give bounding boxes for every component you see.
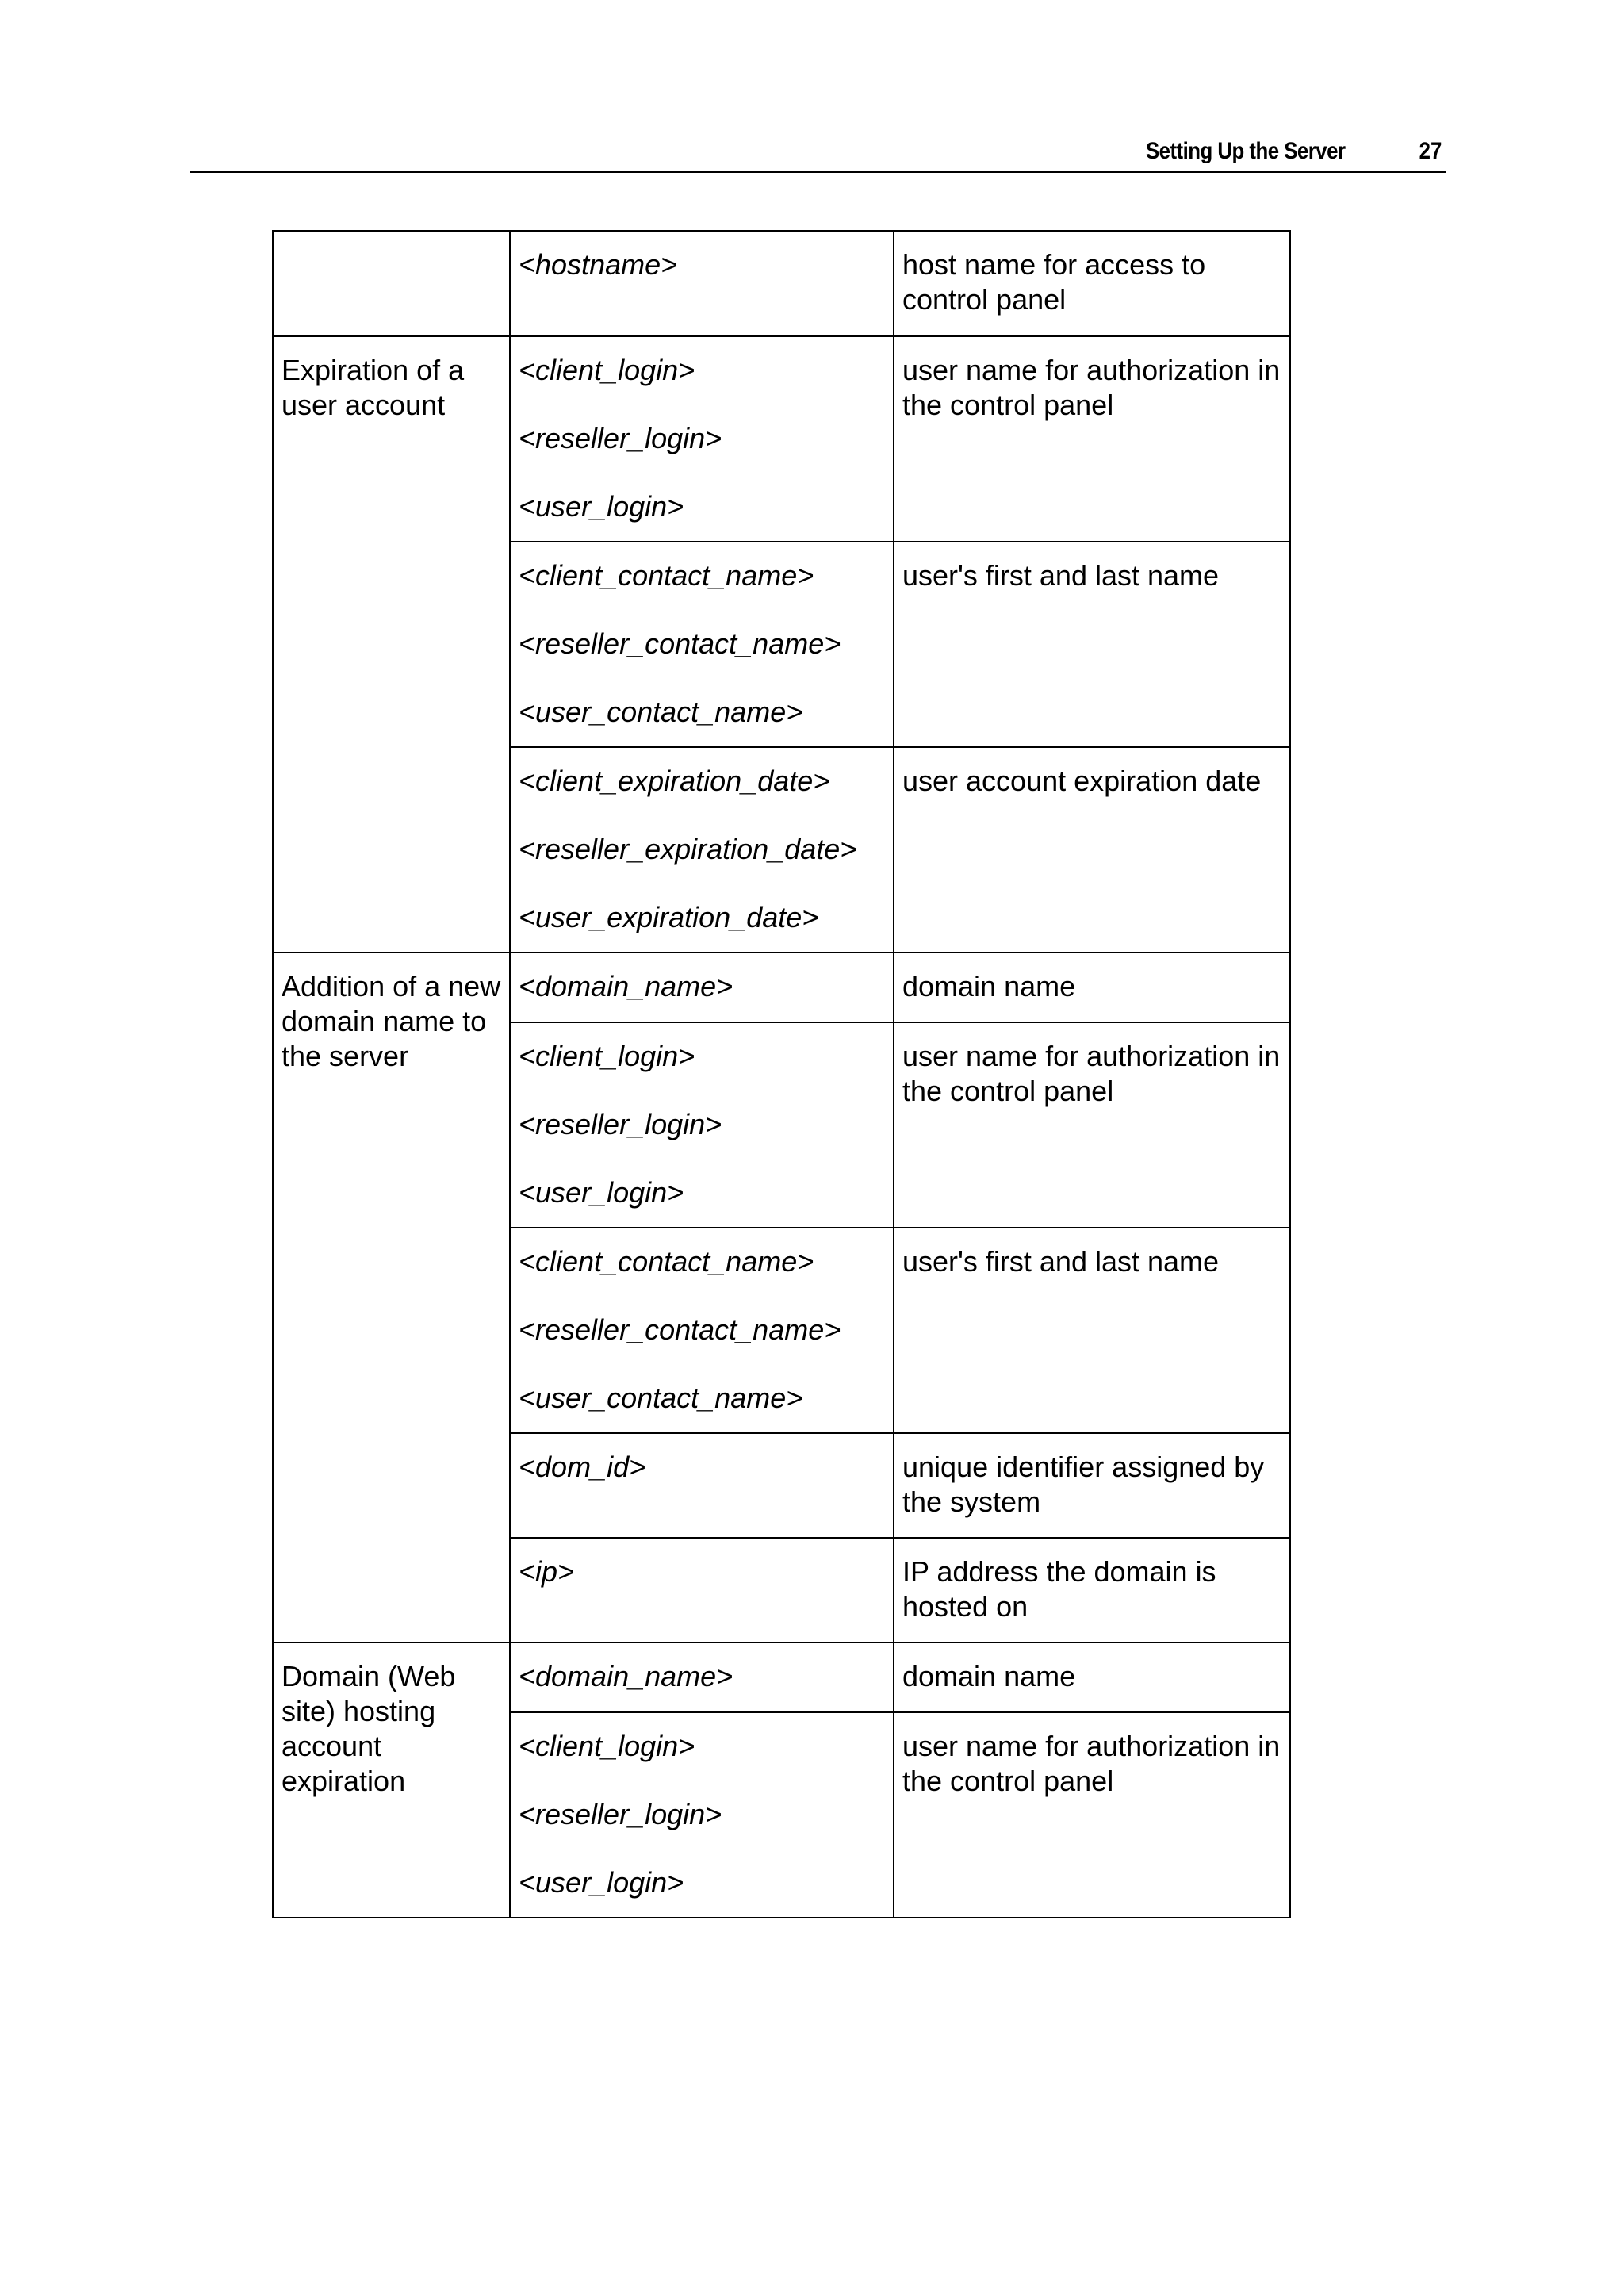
description-cell: user's first and last name [894, 1228, 1290, 1433]
variable-name: <domain_name> [519, 1660, 733, 1692]
variable-cell [510, 336, 894, 542]
event-cell: Domain (Web site) hosting account expiration [273, 1642, 510, 1918]
page-number: 27 [1419, 138, 1442, 164]
variable-cell [510, 1642, 894, 1712]
table-row [273, 336, 1290, 542]
table-row [273, 1642, 1290, 1712]
event-cell: Expiration of a user account [273, 336, 510, 953]
variable-name: <client_contact_name> [519, 559, 814, 592]
variable-name: <client_login> [519, 1730, 695, 1762]
variable-cell [510, 231, 894, 336]
variable-name: <reseller_expiration_date> [519, 833, 857, 865]
variable-cell [510, 953, 894, 1022]
variable-name: <ip> [519, 1555, 575, 1588]
variable-name: <client_expiration_date> [519, 765, 830, 797]
event-cell: Addition of a new domain name to the server [273, 953, 510, 1642]
variable-name: <user_login> [519, 1176, 684, 1209]
page-header [190, 133, 1446, 173]
variable-name: <user_expiration_date> [519, 901, 819, 933]
variable-name: <client_login> [519, 1040, 695, 1072]
header-title: Setting Up the Server [1145, 138, 1345, 164]
description-cell: user account expiration date [894, 747, 1290, 953]
variable-name: <reseller_login> [519, 422, 722, 454]
event-cell [273, 231, 510, 336]
variable-name: <client_contact_name> [519, 1245, 814, 1278]
variable-name: <user_login> [519, 490, 684, 523]
variable-name: <user_contact_name> [519, 696, 803, 728]
description-cell: user's first and last name [894, 542, 1290, 747]
variable-name: <hostname> [519, 248, 678, 281]
variable-name: <client_login> [519, 354, 695, 386]
variables-table [272, 230, 1291, 1918]
variable-name: <reseller_contact_name> [519, 1313, 841, 1346]
description-cell: user name for authorization in the control panel [894, 1022, 1290, 1228]
variable-name: <user_contact_name> [519, 1382, 803, 1414]
description-cell: unique identifier assigned by the system [894, 1433, 1290, 1538]
description-cell: user name for authorization in the control panel [894, 336, 1290, 542]
variable-cell [510, 747, 894, 953]
description-cell: IP address the domain is hosted on [894, 1538, 1290, 1642]
variable-name: <reseller_contact_name> [519, 627, 841, 660]
table-row [273, 953, 1290, 1022]
variable-cell [510, 1022, 894, 1228]
description-cell: host name for access to control panel [894, 231, 1290, 336]
variable-name: <user_login> [519, 1866, 684, 1899]
variable-cell [510, 1712, 894, 1918]
variable-cell [510, 542, 894, 747]
description-cell: domain name [894, 953, 1290, 1022]
variable-name: <dom_id> [519, 1451, 646, 1483]
variable-cell [510, 1228, 894, 1433]
variable-name: <reseller_login> [519, 1108, 722, 1140]
variable-name: <domain_name> [519, 970, 733, 1002]
variable-name: <reseller_login> [519, 1798, 722, 1830]
table-row [273, 231, 1290, 336]
variable-cell [510, 1433, 894, 1538]
description-cell: user name for authorization in the control panel [894, 1712, 1290, 1918]
variable-cell [510, 1538, 894, 1642]
description-cell: domain name [894, 1642, 1290, 1712]
